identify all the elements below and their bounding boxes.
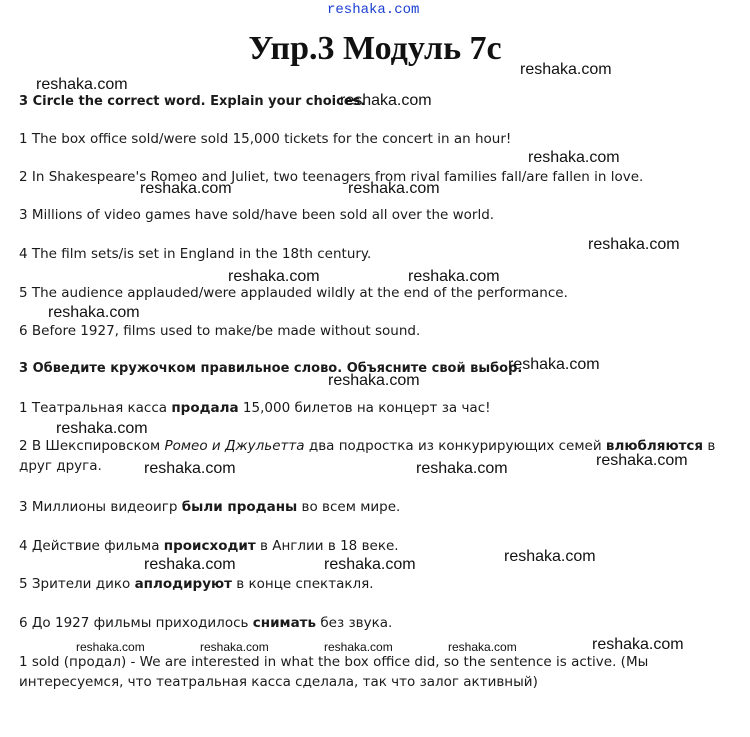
watermark: reshaka.com	[144, 460, 236, 477]
watermark: reshaka.com	[340, 92, 432, 109]
en-item-3: 3 Millions of video games have sold/have been sold all over the world.	[19, 207, 495, 223]
watermark: reshaka.com	[144, 556, 236, 573]
watermark: reshaka.com	[327, 2, 420, 18]
watermark: reshaka.com	[508, 356, 600, 373]
watermark: reshaka.com	[348, 180, 440, 197]
ru-item-6: 6 До 1927 фильмы приходилось снимать без звука.	[19, 615, 393, 631]
en-item-1: 1 The box office sold/were sold 15,000 tickets for the concert in an hour!	[19, 131, 512, 147]
ru-item-2: 2 В Шекспировском Ромео и Джульетта два подростка из конкурирующих семей влюбляются в друг друга.	[19, 438, 716, 474]
watermark: reshaka.com	[200, 640, 269, 654]
watermark: reshaka.com	[140, 180, 232, 197]
ru-item-3: 3 Миллионы видеоигр были проданы во всем мире.	[19, 499, 401, 515]
watermark: reshaka.com	[324, 556, 416, 573]
watermark: reshaka.com	[324, 640, 393, 654]
en-item-6: 6 Before 1927, films used to make/be made without sound.	[19, 323, 421, 339]
watermark: reshaka.com	[228, 268, 320, 285]
watermark: reshaka.com	[520, 61, 612, 78]
watermark: reshaka.com	[504, 548, 596, 565]
page-title: Упр.3 Модуль 7с	[248, 30, 502, 67]
watermark: reshaka.com	[596, 452, 688, 469]
watermark: reshaka.com	[48, 304, 140, 321]
answer-text: 1 sold (продал) - We are interested in what the box office did, so the sentence is active. (Мы интересуемся, что театральная касса сделала, так что залог активный)	[19, 654, 649, 690]
watermark: reshaka.com	[592, 636, 684, 653]
watermark: reshaka.com	[56, 420, 148, 437]
watermark: reshaka.com	[328, 372, 420, 389]
en-item-4: 4 The film sets/is set in England in the 18th century.	[19, 246, 372, 262]
ru-item-5: 5 Зрители дико аплодируют в конце спектакля.	[19, 576, 374, 592]
watermark: reshaka.com	[416, 460, 508, 477]
watermark: reshaka.com	[448, 640, 517, 654]
en-item-5: 5 The audience applauded/were applauded wildly at the end of the performance.	[19, 285, 568, 301]
ru-heading: 3 Обведите кружочком правильное слово. Объясните свой выбор.	[19, 361, 523, 376]
en-heading: 3 Circle the correct word. Explain your choices.	[19, 94, 366, 109]
ru-item-1: 1 Театральная касса продала 15,000 билетов на концерт за час!	[19, 400, 491, 416]
ru-item-4: 4 Действие фильма происходит в Англии в 18 веке.	[19, 538, 399, 554]
watermark: reshaka.com	[76, 640, 145, 654]
watermark: reshaka.com	[528, 149, 620, 166]
watermark: reshaka.com	[588, 236, 680, 253]
watermark: reshaka.com	[408, 268, 500, 285]
en-item-2: 2 In Shakespeare's Romeo and Juliet, two teenagers from rival families fall/are fallen in love.	[19, 169, 644, 185]
watermark: reshaka.com	[36, 76, 128, 93]
